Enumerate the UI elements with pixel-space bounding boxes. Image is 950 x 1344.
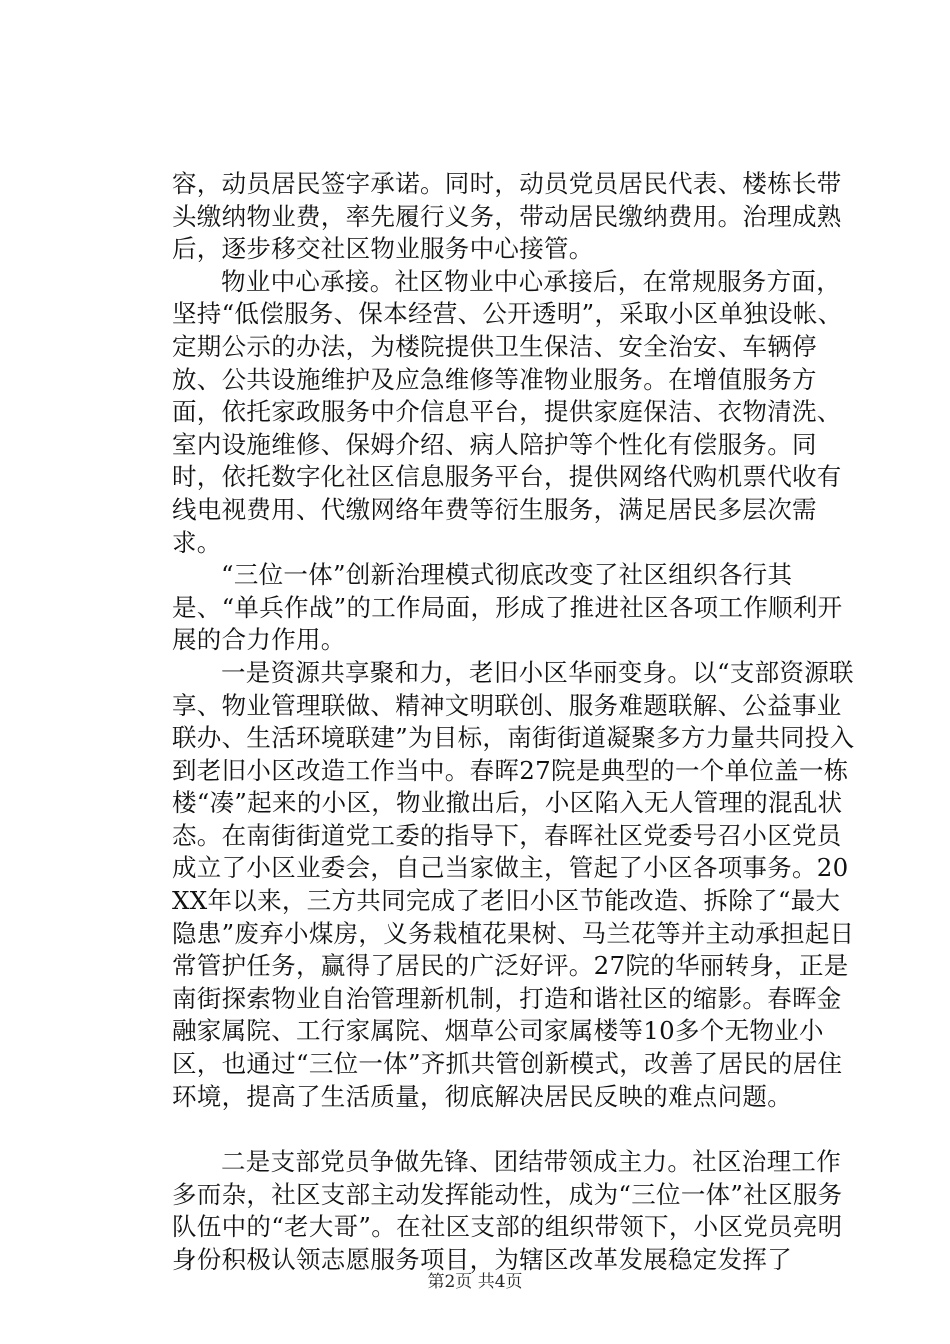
- page-number-footer: 第2页 共4页: [427, 1272, 523, 1292]
- paragraph-3: “三位一体”创新治理模式彻底改变了社区组织各行其是、“单兵作战”的工作局面，形成了推进社区各项工作顺利开展的合力作用。: [172, 560, 843, 655]
- paragraph-5: 二是支部党员争做先锋、团结带领成主力。社区治理工作多而杂，社区支部主动发挥能动性，成为“三位一体”社区服务队伍中的“老大哥”。在社区支部的组织带领下，小区党员亮明身份积极认领志愿服务项目，为辖区改革发展稳定发挥了: [172, 1147, 843, 1274]
- paragraph-2: 物业中心承接。社区物业中心承接后，在常规服务方面，坚持“低偿服务、保本经营、公开透明”，采取小区单独设帐、定期公示的办法，为楼院提供卫生保洁、安全治安、车辆停放、公共设施维护及应急维修等准物业服务。在增值服务方面，依托家政服务中介信息平台，提供家庭保洁、衣物清洗、室内设施维修、保姆介绍、病人陪护等个性化有偿服务。同时，依托数字化社区信息服务平台，提供网络代购机票代收有线电视费用、代缴网络年费等衍生服务，满足居民多层次需求。: [172, 266, 843, 557]
- document-body: [172, 168, 862, 1277]
- paragraph-spacer: [172, 1113, 862, 1146]
- paragraph-4: 一是资源共享聚和力，老旧小区华丽变身。以“支部资源联享、物业管理联做、精神文明联创、服务难题联解、公益事业联办、生活环境联建”为目标，南街街道凝聚多方力量共同投入到老旧小区改造工作当中。春晖27院是典型的一个单位盖一栋楼“凑”起来的小区，物业撤出后，小区陷入无人管理的混乱状态。在南街街道党工委的指导下，春晖社区党委号召小区党员成立了小区业委会，自己当家做主，管起了小区各项事务。20XX年以来，三方共同完成了老旧小区节能改造、拆除了“最大隐患”废弃小煤房，义务栽植花果树、马兰花等并主动承担起日常管护任务，赢得了居民的广泛好评。27院的华丽转身，正是南街探索物业自治管理新机制，打造和谐社区的缩影。春晖金融家属院、工行家属院、烟草公司家属楼等10多个无物业小区，也通过“三位一体”齐抓共管创新模式，改善了居民的居住环境，提高了生活质量，彻底解决居民反映的难点问题。: [172, 657, 855, 1111]
- paragraph-1: 容，动员居民签字承诺。同时，动员党员居民代表、楼栋长带头缴纳物业费，率先履行义务，带动居民缴纳费用。治理成熟后，逐步移交社区物业服务中心接管。: [172, 169, 842, 264]
